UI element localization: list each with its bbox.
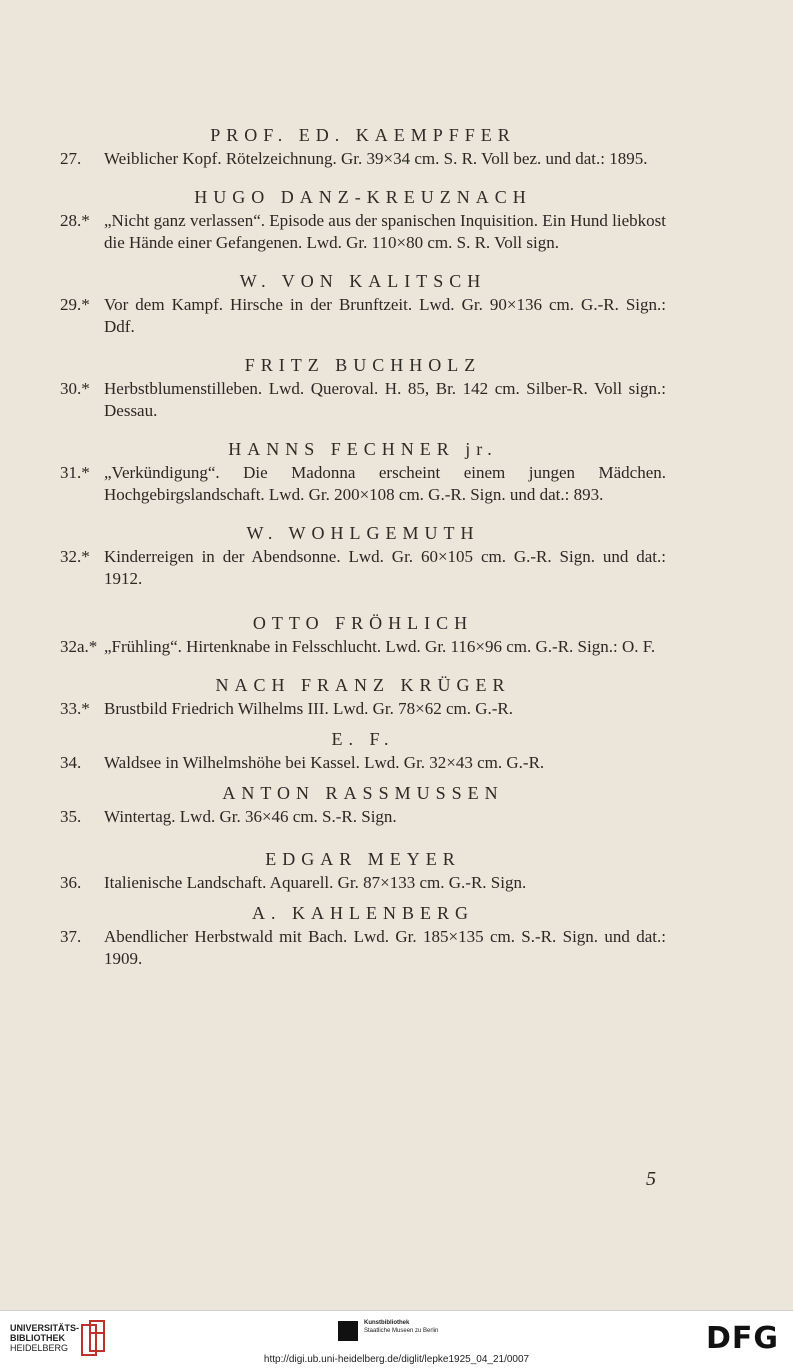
artist-heading: HUGO DANZ-KREUZNACH (194, 187, 532, 207)
entry-text: „Nicht ganz verlassen“. Episode aus der spanischen Inquisition. Ein Hund liebkost die Hände einer Gefangenen. Lwd. Gr. 110×80 cm. S. R. Voll sign. (104, 211, 666, 252)
catalog-entry (60, 806, 666, 828)
catalog-content (60, 122, 666, 970)
ub-logo-line: BIBLIOTHEK (10, 1333, 65, 1343)
entry-number: 35. (60, 807, 82, 826)
entry-text: Italienische Landschaft. Aquarell. Gr. 87×133 cm. G.-R. Sign. (104, 873, 527, 892)
kunstbibliothek-logo[interactable] (338, 1319, 438, 1341)
artist-heading: PROF. ED. KAEMPFFER (210, 125, 516, 145)
entry-number: 30.* (60, 379, 90, 398)
ub-emblem-icon (80, 1319, 110, 1359)
catalog-entry (60, 926, 666, 970)
catalog-entry (60, 752, 666, 774)
entry-number: 36. (60, 873, 82, 892)
entry-number: 32.* (60, 547, 90, 566)
artist-heading: E. F. (331, 729, 395, 749)
entry-number: 32a.* (60, 637, 98, 656)
catalog-entry (60, 636, 666, 658)
artist-heading: A. KAHLENBERG (252, 903, 474, 923)
entry-number: 28.* (60, 211, 90, 230)
entry-number: 37. (60, 927, 82, 946)
catalog-entry (60, 698, 666, 720)
artist-heading: EDGAR MEYER (265, 849, 461, 869)
entry-text: Kinderreigen in der Abendsonne. Lwd. Gr. 60×105 cm. G.-R. Sign. und dat.: 1912. (104, 547, 666, 588)
entry-number: 31.* (60, 463, 90, 482)
entry-text: „Frühling“. Hirtenknabe in Felsschlucht. Lwd. Gr. 116×96 cm. G.-R. Sign.: O. F. (104, 637, 656, 656)
entry-text: Weiblicher Kopf. Rötelzeichnung. Gr. 39×34 cm. S. R. Voll bez. und dat.: 1895. (104, 149, 648, 168)
dfg-logo[interactable]: DFG (706, 1321, 780, 1356)
page-number: 5 (646, 1168, 656, 1190)
kb-logo-line: Staatliche Museen zu Berlin (364, 1328, 439, 1334)
artist-heading: NACH FRANZ KRÜGER (215, 675, 511, 695)
ub-logo-line: HEIDELBERG (10, 1343, 69, 1353)
ub-heidelberg-logo[interactable] (10, 1323, 79, 1353)
entry-text: Waldsee in Wilhelmshöhe bei Kassel. Lwd. Gr. 32×43 cm. G.-R. (104, 753, 545, 772)
catalog-entry (60, 210, 666, 254)
viewer-footer (0, 1310, 793, 1368)
entry-text: Herbstblumenstilleben. Lwd. Queroval. H. 85, Br. 142 cm. Silber-R. Voll sign.: Dessau. (104, 379, 666, 420)
artist-heading: OTTO FRÖHLICH (252, 613, 474, 633)
catalog-entry (60, 148, 666, 170)
entry-number: 27. (60, 149, 82, 168)
entry-text: Abendlicher Herbstwald mit Bach. Lwd. Gr. 185×135 cm. S.-R. Sign. und dat.: 1909. (104, 927, 666, 968)
entry-text: Brustbild Friedrich Wilhelms III. Lwd. Gr. 78×62 cm. G.-R. (104, 699, 513, 718)
artist-heading: FRITZ BUCHHOLZ (244, 355, 482, 375)
kunstbibliothek-mark-icon (338, 1321, 358, 1341)
permalink-url[interactable]: http://digi.ub.uni-heidelberg.de/diglit/lepke1925_04_21/0007 (263, 1354, 530, 1365)
artist-heading: W. VON KALITSCH (239, 271, 487, 291)
kunstbibliothek-text (364, 1319, 438, 1335)
artist-heading: HANNS FECHNER jr. (228, 439, 498, 459)
catalog-entry (60, 378, 666, 422)
catalog-entry (60, 546, 666, 590)
entry-text: Wintertag. Lwd. Gr. 36×46 cm. S.-R. Sign. (104, 807, 397, 826)
catalog-entry (60, 294, 666, 338)
kb-logo-line: Kunstbibliothek (364, 1320, 410, 1326)
entry-number: 33.* (60, 699, 90, 718)
catalog-entry (60, 872, 666, 894)
entry-text: „Verkündigung“. Die Madonna erscheint einem jungen Mädchen. Hochgebirgslandschaft. Lwd. Gr. 200×108 cm. G.-R. Sign. und dat.: 893. (104, 463, 666, 504)
artist-heading: ANTON RASSMUSSEN (222, 783, 504, 803)
entry-text: Vor dem Kampf. Hirsche in der Brunftzeit. Lwd. Gr. 90×136 cm. G.-R. Sign.: Ddf. (104, 295, 666, 336)
artist-heading: W. WOHLGEMUTH (246, 523, 480, 543)
entry-number: 34. (60, 753, 82, 772)
catalog-entry (60, 462, 666, 506)
entry-number: 29.* (60, 295, 90, 314)
ub-logo-line: UNIVERSITÄTS- (10, 1323, 80, 1333)
